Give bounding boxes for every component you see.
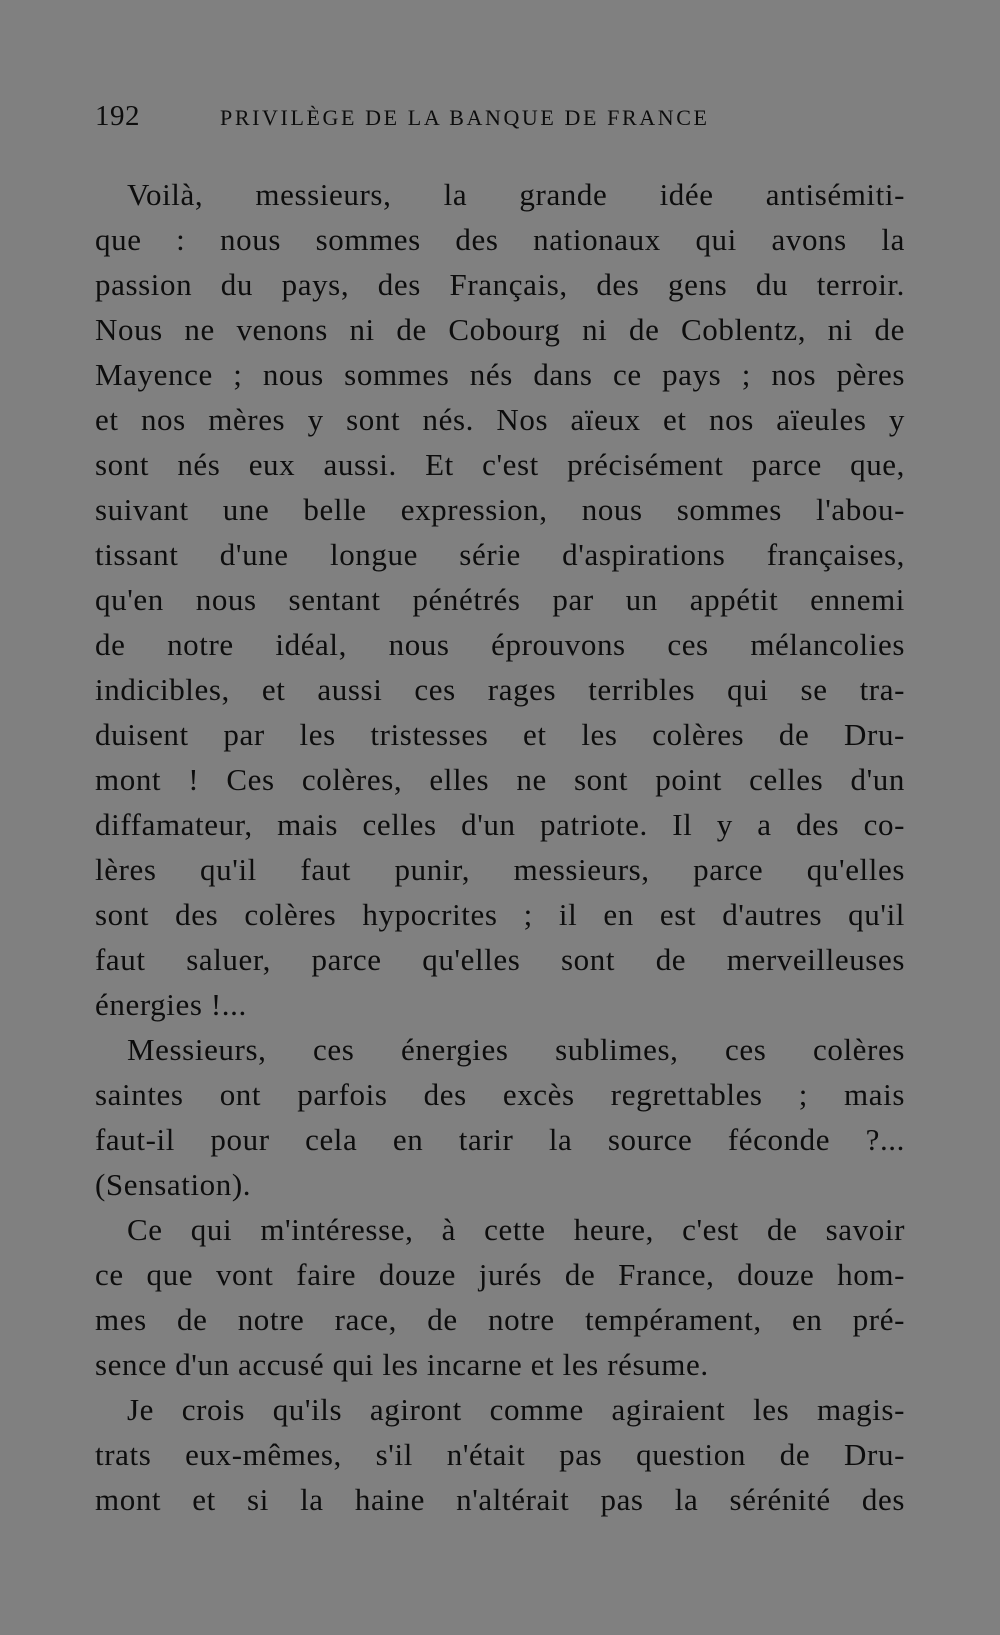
text-line: diffamateur, mais celles d'un patriote. Il y a des co- (95, 807, 905, 842)
text-line: tissant d'une longue série d'aspirations françaises, (95, 537, 905, 572)
text-line: trats eux-mêmes, s'il n'était pas question de Dru- (95, 1437, 905, 1472)
text-line: sont nés eux aussi. Et c'est précisément parce que, (95, 447, 905, 482)
text-line: indicibles, et aussi ces rages terribles qui se tra- (95, 672, 905, 707)
text-line: ce que vont faire douze jurés de France, douze hom- (95, 1257, 905, 1292)
text-line: Nous ne venons ni de Cobourg ni de Coblentz, ni de (95, 312, 905, 347)
page-number: 192 (95, 100, 140, 132)
body-text (95, 172, 905, 1522)
text-line: mont ! Ces colères, elles ne sont point celles d'un (95, 762, 905, 797)
paragraph-2 (95, 1027, 905, 1207)
paragraph-4 (95, 1387, 905, 1522)
text-line: saintes ont parfois des excès regrettables ; mais (95, 1077, 905, 1112)
book-page (95, 100, 905, 1522)
text-line: Messieurs, ces énergies sublimes, ces colères (127, 1032, 905, 1067)
text-line: de notre idéal, nous éprouvons ces mélancolies (95, 627, 905, 662)
text-line: Mayence ; nous sommes nés dans ce pays ; nos pères (95, 357, 905, 392)
text-line: (Sensation). (95, 1167, 252, 1202)
text-line: suivant une belle expression, nous sommes l'abou- (95, 492, 905, 527)
text-line: faut saluer, parce qu'elles sont de merveilleuses (95, 942, 905, 977)
paragraph-3 (95, 1207, 905, 1387)
text-line: sont des colères hypocrites ; il en est d'autres qu'il (95, 897, 905, 932)
text-line: Voilà, messieurs, la grande idée antisémiti- (127, 177, 905, 212)
text-line: qu'en nous sentant pénétrés par un appétit ennemi (95, 582, 905, 617)
running-header (95, 100, 905, 152)
text-line: mont et si la haine n'altérait pas la sérénité des (95, 1482, 905, 1517)
text-line: et nos mères y sont nés. Nos aïeux et nos aïeules y (95, 402, 905, 437)
text-line: que : nous sommes des nationaux qui avons la (95, 222, 905, 257)
text-line: Je crois qu'ils agiront comme agiraient les magis- (127, 1392, 905, 1427)
paragraph-1 (95, 172, 905, 1027)
running-title: PRIVILÈGE DE LA BANQUE DE FRANCE (220, 105, 710, 130)
text-line: sence d'un accusé qui les incarne et les résume. (95, 1347, 709, 1382)
text-line: Ce qui m'intéresse, à cette heure, c'est de savoir (127, 1212, 905, 1247)
text-line: passion du pays, des Français, des gens du terroir. (95, 267, 905, 302)
text-line: faut-il pour cela en tarir la source féconde ?... (95, 1122, 905, 1157)
text-line: mes de notre race, de notre tempérament, en pré- (95, 1302, 905, 1337)
text-line: lères qu'il faut punir, messieurs, parce qu'elles (95, 852, 905, 887)
text-line: duisent par les tristesses et les colères de Dru- (95, 717, 905, 752)
text-line: énergies !... (95, 987, 247, 1022)
